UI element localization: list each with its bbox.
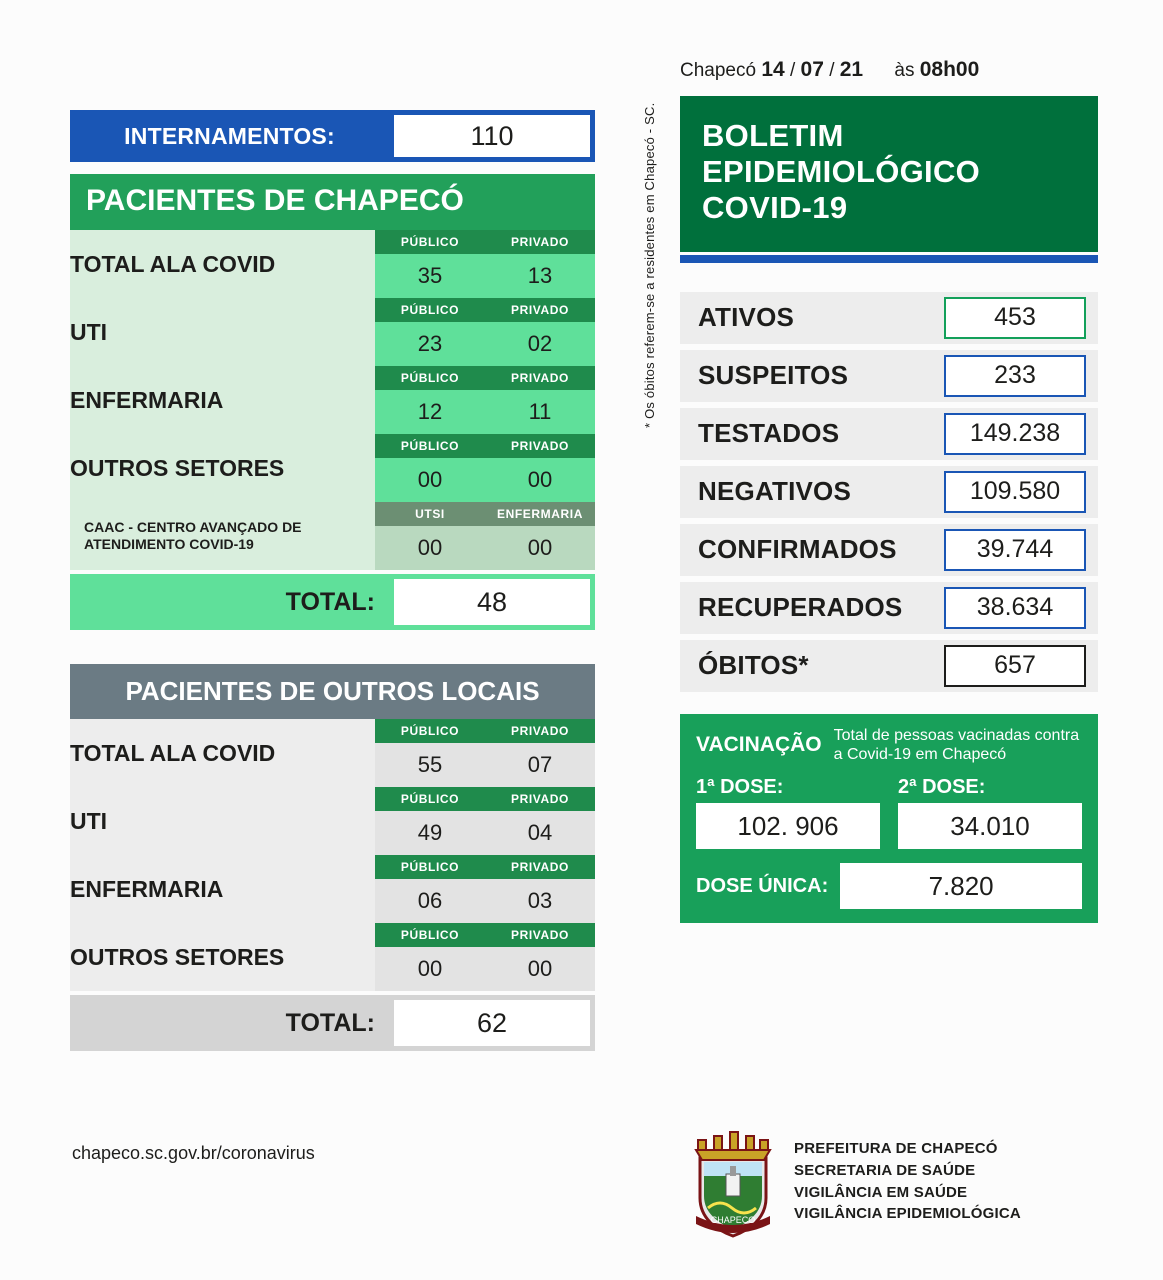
dose1-group bbox=[696, 776, 880, 849]
row-label: ENFERMARIA bbox=[70, 855, 375, 923]
stat-row-obitos bbox=[680, 640, 1098, 692]
table-pacientes-chapeco bbox=[70, 230, 595, 570]
dose-unica-label: DOSE ÚNICA: bbox=[696, 874, 829, 897]
obitos-footnote: * Os óbitos referem-se a residentes em Chapecó - SC. bbox=[642, 102, 657, 428]
date-month: 07 bbox=[800, 58, 824, 81]
internamentos-value: 110 bbox=[394, 115, 590, 157]
total-label: TOTAL: bbox=[285, 1008, 375, 1037]
table-pacientes-outros-locais bbox=[70, 719, 595, 991]
col-header-privado: PRIVADO bbox=[485, 787, 595, 811]
row-label-caac: CAAC - CENTRO AVANÇADO DE ATENDIMENTO COVID-19 bbox=[70, 502, 375, 570]
dose1-label: 1ª DOSE: bbox=[696, 776, 784, 799]
col-header-privado: PRIVADO bbox=[485, 719, 595, 743]
stat-value: 39.744 bbox=[944, 529, 1086, 571]
total-value: 62 bbox=[394, 1000, 590, 1046]
table-row bbox=[70, 298, 595, 322]
col-header-privado: PRIVADO bbox=[485, 366, 595, 390]
vaccination-title: VACINAÇÃO bbox=[696, 733, 822, 757]
col-header-enfermaria: ENFERMARIA bbox=[485, 502, 595, 526]
stat-value-cell bbox=[938, 524, 1098, 576]
cell-value: 23 bbox=[375, 322, 485, 366]
stat-row-confirmados bbox=[680, 524, 1098, 576]
row-label: OUTROS SETORES bbox=[70, 434, 375, 502]
col-header-publico: PÚBLICO bbox=[375, 298, 485, 322]
dose1-value: 102. 906 bbox=[696, 803, 880, 849]
cell-value: 00 bbox=[375, 947, 485, 991]
internamentos-label: INTERNAMENTOS: bbox=[124, 122, 335, 149]
cell-value: 12 bbox=[375, 390, 485, 434]
section-title-chapeco: PACIENTES DE CHAPECÓ bbox=[70, 174, 595, 230]
row-label: TOTAL ALA COVID bbox=[70, 719, 375, 787]
table-row bbox=[70, 502, 595, 526]
cell-value: 03 bbox=[485, 879, 595, 923]
stats-table bbox=[680, 286, 1098, 698]
stat-label: NEGATIVOS bbox=[680, 466, 938, 518]
stat-value-cell bbox=[938, 640, 1098, 692]
date-bar bbox=[680, 58, 1098, 82]
cell-value: 11 bbox=[485, 390, 595, 434]
row-label: UTI bbox=[70, 787, 375, 855]
cell-value: 02 bbox=[485, 322, 595, 366]
col-header-publico: PÚBLICO bbox=[375, 855, 485, 879]
chapeco-crest-icon bbox=[690, 1130, 776, 1238]
col-header-publico: PÚBLICO bbox=[375, 366, 485, 390]
time-value: 08h00 bbox=[919, 58, 980, 81]
footer-line-3: VIGILÂNCIA EM SAÚDE bbox=[794, 1183, 968, 1201]
date-day: 14 bbox=[761, 58, 785, 81]
stat-value: 149.238 bbox=[944, 413, 1086, 455]
cell-value: 00 bbox=[485, 526, 595, 570]
cell-value: 04 bbox=[485, 811, 595, 855]
stat-value: 38.634 bbox=[944, 587, 1086, 629]
footer-line-2: SECRETARIA DE SAÚDE bbox=[794, 1161, 976, 1179]
stat-value: 109.580 bbox=[944, 471, 1086, 513]
cell-value: 13 bbox=[485, 254, 595, 298]
left-column bbox=[70, 110, 595, 1051]
cell-value: 00 bbox=[375, 458, 485, 502]
dose2-value: 34.010 bbox=[898, 803, 1082, 849]
stat-value: 233 bbox=[944, 355, 1086, 397]
stat-label: TESTADOS bbox=[680, 408, 938, 460]
total-row-outros bbox=[70, 995, 595, 1051]
boletim-header: BOLETIM EPIDEMIOLÓGICO COVID-19 bbox=[680, 96, 1098, 252]
row-label: UTI bbox=[70, 298, 375, 366]
col-header-publico: PÚBLICO bbox=[375, 787, 485, 811]
svg-text:CHAPECO: CHAPECO bbox=[710, 1215, 756, 1225]
total-label: TOTAL: bbox=[285, 587, 375, 616]
col-header-publico: PÚBLICO bbox=[375, 434, 485, 458]
stat-label: ATIVOS bbox=[680, 292, 938, 344]
stat-value-cell bbox=[938, 582, 1098, 634]
stat-value-cell bbox=[938, 350, 1098, 402]
stat-row-ativos bbox=[680, 292, 1098, 344]
header-underline bbox=[680, 255, 1098, 263]
internamentos-row bbox=[70, 110, 595, 162]
col-header-privado: PRIVADO bbox=[485, 434, 595, 458]
right-column bbox=[680, 58, 1098, 923]
date-sep: / bbox=[829, 60, 835, 81]
section-title-outros-locais: PACIENTES DE OUTROS LOCAIS bbox=[70, 664, 595, 719]
stat-row-negativos bbox=[680, 466, 1098, 518]
vaccination-header bbox=[680, 714, 1098, 776]
vaccination-panel bbox=[680, 714, 1098, 923]
vaccination-subtitle: Total de pessoas vacinadas contra a Covid-19 em Chapecó bbox=[833, 726, 1080, 764]
footer-text bbox=[794, 1130, 1021, 1225]
total-value: 48 bbox=[394, 579, 590, 625]
stat-row-testados bbox=[680, 408, 1098, 460]
stat-row-suspeitos bbox=[680, 350, 1098, 402]
cell-value: 00 bbox=[485, 947, 595, 991]
footer bbox=[690, 1130, 1021, 1238]
cell-value: 06 bbox=[375, 879, 485, 923]
row-label: ENFERMARIA bbox=[70, 366, 375, 434]
table-row bbox=[70, 230, 595, 254]
row-label: OUTROS SETORES bbox=[70, 923, 375, 991]
cell-value: 35 bbox=[375, 254, 485, 298]
table-row bbox=[70, 855, 595, 879]
footer-line-1: PREFEITURA DE CHAPECÓ bbox=[794, 1140, 998, 1157]
footer-line-4: VIGILÂNCIA EPIDEMIOLÓGICA bbox=[794, 1205, 1021, 1223]
cell-value: 00 bbox=[485, 458, 595, 502]
date-year: 21 bbox=[839, 58, 864, 81]
stat-row-recuperados bbox=[680, 582, 1098, 634]
dose-unica-group bbox=[680, 855, 1098, 923]
cell-value: 07 bbox=[485, 743, 595, 787]
col-header-privado: PRIVADO bbox=[485, 855, 595, 879]
dose-unica-value: 7.820 bbox=[840, 863, 1082, 909]
stat-label: ÓBITOS* bbox=[680, 640, 938, 692]
dose2-group bbox=[898, 776, 1082, 849]
col-header-publico: PÚBLICO bbox=[375, 923, 485, 947]
dose2-label: 2ª DOSE: bbox=[898, 776, 986, 799]
table-row bbox=[70, 719, 595, 743]
table-row bbox=[70, 787, 595, 811]
col-header-publico: PÚBLICO bbox=[375, 719, 485, 743]
total-row-chapeco bbox=[70, 574, 595, 630]
stat-value-cell bbox=[938, 408, 1098, 460]
col-header-privado: PRIVADO bbox=[485, 923, 595, 947]
table-row bbox=[70, 434, 595, 458]
col-header-utsi: UTSI bbox=[375, 502, 485, 526]
stat-label: SUSPEITOS bbox=[680, 350, 938, 402]
table-row bbox=[70, 923, 595, 947]
row-label: TOTAL ALA COVID bbox=[70, 230, 375, 298]
site-url[interactable]: chapeco.sc.gov.br/coronavirus bbox=[72, 1143, 315, 1163]
stat-label: CONFIRMADOS bbox=[680, 524, 938, 576]
stat-value: 657 bbox=[944, 645, 1086, 687]
stat-label: RECUPERADOS bbox=[680, 582, 938, 634]
stat-value: 453 bbox=[944, 297, 1086, 339]
stat-value-cell bbox=[938, 466, 1098, 518]
cell-value: 49 bbox=[375, 811, 485, 855]
stat-value-cell bbox=[938, 292, 1098, 344]
date-sep: / bbox=[789, 60, 796, 81]
vaccination-doses bbox=[680, 776, 1098, 855]
date-city: Chapecó bbox=[680, 60, 757, 81]
table-row bbox=[70, 366, 595, 390]
col-header-privado: PRIVADO bbox=[485, 230, 595, 254]
col-header-publico: PÚBLICO bbox=[375, 230, 485, 254]
cell-value: 00 bbox=[375, 526, 485, 570]
col-header-privado: PRIVADO bbox=[485, 298, 595, 322]
cell-value: 55 bbox=[375, 743, 485, 787]
time-label: às bbox=[894, 60, 915, 81]
